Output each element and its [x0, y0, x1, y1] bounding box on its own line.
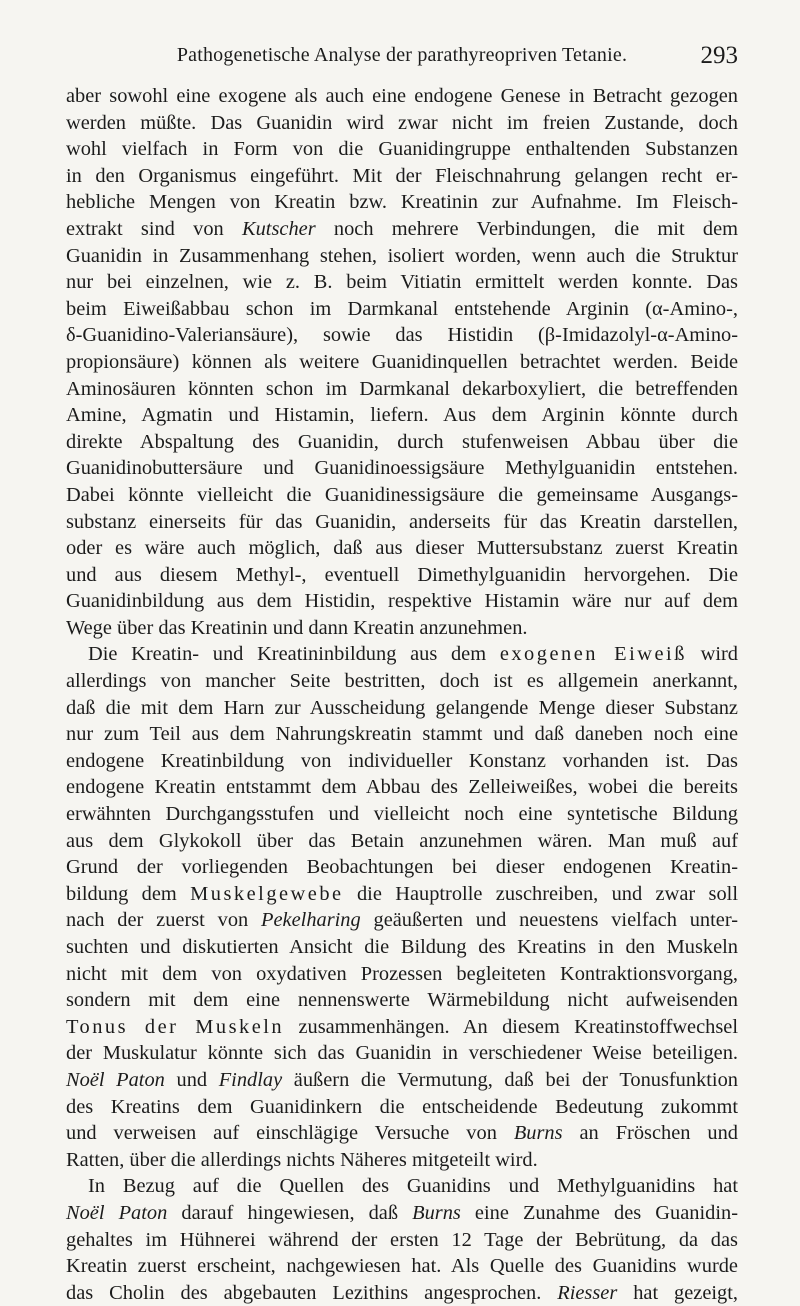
text-line [66, 1253, 738, 1280]
text-segment: Guanidinobuttersäure und Guanidinoessigsäure Methylguanidin entstehen. [66, 457, 738, 480]
text-segment: endogene Kreatinbildung von individueller Konstanz vorhanden ist. Das [66, 749, 738, 772]
text-segment: gehaltes im Hühnerei während der ersten 12 Tage der Bebrütung, da das [66, 1228, 738, 1251]
text-line [66, 455, 738, 482]
text-line [66, 695, 738, 722]
text-segment: endogene Kreatin entstammt dem Abbau des Zelleiweißes, wobei die bereits [66, 776, 738, 799]
text-segment: äußern die Vermutung, daß bei der Tonusfunktion [282, 1068, 738, 1091]
text-segment: propionsäure) können als weitere Guanidinquellen betrachtet werden. Beide [66, 350, 738, 373]
text-segment: substanz einerseits für das Guanidin, anderseits für das Kreatin darstellen, [66, 510, 738, 533]
text-line [66, 1227, 738, 1254]
text-segment: δ-Guanidino-Valeriansäure), sowie das Histidin (β-Imidazolyl-α-Amino- [66, 324, 738, 347]
running-head: Pathogenetische Analyse der parathyreopriven Tetanie. [176, 44, 628, 66]
text-segment: noch mehrere Verbindungen, die mit dem [315, 217, 738, 240]
text-segment: Wege über das Kreatinin und dann Kreatin anzunehmen. [66, 616, 528, 639]
text-segment: nach der zuerst von [66, 909, 262, 932]
text-segment: nicht mit dem von oxydativen Prozessen begleiteten Kontraktionsvorgang, [66, 962, 738, 985]
text-segment: zusammenhängen. An diesem Kreatinstoffwechsel [284, 1015, 738, 1038]
text-segment: Die Kreatin- und Kreatininbildung aus dem [88, 643, 500, 666]
text-line [66, 801, 738, 828]
text-segment: und [164, 1068, 219, 1091]
text-segment: Guanidin in Zusammenhang stehen, isoliert worden, wenn auch die Struktur [66, 244, 738, 267]
page-header [66, 44, 738, 74]
text-line [66, 641, 738, 668]
text-line [66, 535, 738, 562]
text-line [66, 349, 738, 376]
text-line [66, 429, 738, 456]
text-line [66, 376, 738, 403]
text-line [66, 269, 738, 296]
italic-name: Burns [412, 1201, 461, 1224]
text-segment: bildung dem [66, 882, 191, 905]
text-segment: aus dem Glykokoll über das Betain anzunehmen wären. Man muß auf [66, 829, 738, 852]
text-segment: suchten und diskutierten Ansicht die Bildung des Kreatins in den Muskeln [66, 936, 738, 958]
text-line [66, 588, 738, 615]
spaced-emphasis: exogenen Eiweiß [499, 643, 687, 666]
text-segment: der Muskulatur könnte sich das Guanidin in verschiedener Weise beteiligen. [66, 1042, 738, 1065]
text-segment: daß die mit dem Harn zur Ausscheidung gelangende Menge dieser Substanz [66, 696, 738, 719]
text-line [66, 1014, 738, 1041]
text-line [66, 322, 738, 349]
text-line [66, 163, 738, 190]
text-segment: direkte Abspaltung des Guanidin, durch stufenweisen Abbau über die [66, 430, 738, 453]
text-segment: in den Organismus eingeführt. Mit der Fleischnahrung gelangen recht er- [66, 164, 738, 187]
text-segment: Ratten, über die allerdings nichts Näheres mitgeteilt wird. [66, 1148, 538, 1171]
text-line [66, 1147, 738, 1174]
body-text [66, 83, 738, 1306]
spaced-emphasis: Tonus der Muskeln [66, 1015, 285, 1038]
text-line [66, 1280, 738, 1306]
text-line [66, 934, 738, 961]
text-segment: darauf hingewiesen, daß [167, 1201, 413, 1224]
italic-name: Kutscher [242, 217, 316, 240]
text-segment: eine Zunahme des Guanidin- [460, 1201, 738, 1224]
text-line [66, 828, 738, 855]
text-line [66, 961, 738, 988]
text-line [66, 509, 738, 536]
text-segment: Guanidinbildung aus dem Histidin, respektive Histamin wäre nur auf dem [66, 590, 738, 613]
text-segment: nur zum Teil aus dem Nahrungskreatin stammt und daß daneben noch eine [66, 723, 738, 746]
text-line [66, 774, 738, 801]
text-segment: erwähnten Durchgangsstufen und vielleicht noch eine syntetische Bildung [66, 803, 738, 826]
text-line [66, 189, 738, 216]
text-line [66, 110, 738, 137]
text-segment: und verweisen auf einschlägige Versuche von [66, 1122, 514, 1145]
text-line [66, 136, 738, 163]
text-line [66, 854, 738, 881]
page-number: 293 [700, 42, 738, 69]
text-segment: Dabei könnte vielleicht die Guanidinessigsäure die gemeinsame Ausgangs- [66, 483, 738, 506]
text-segment: Amine, Agmatin und Histamin, liefern. Aus dem Arginin könnte durch [66, 404, 738, 427]
text-segment: an Fröschen und [562, 1122, 738, 1145]
text-line [66, 615, 738, 642]
text-segment: hebliche Mengen von Kreatin bzw. Kreatinin zur Aufnahme. Im Fleisch- [66, 191, 738, 214]
italic-name: Burns [513, 1122, 563, 1145]
text-line [66, 216, 738, 243]
text-segment: sondern mit dem eine nennenswerte Wärmebildung nicht aufweisenden [66, 989, 738, 1012]
italic-name: Findlay [218, 1068, 283, 1091]
text-line [66, 1067, 738, 1094]
text-line [66, 1120, 738, 1147]
italic-name: Pekelharing [261, 909, 361, 932]
text-segment: hat gezeigt, [617, 1281, 738, 1304]
text-segment: oder es wäre auch möglich, daß aus dieser Muttersubstanz zuerst Kreatin [66, 537, 738, 560]
italic-name: Noël Paton [66, 1201, 168, 1224]
text-line [66, 1200, 738, 1227]
text-segment: geäußerten und neuestens vielfach unter- [360, 909, 738, 932]
text-segment: aber sowohl eine exogene als auch eine endogene Genese in Betracht gezogen [66, 85, 738, 107]
text-segment: wohl vielfach in Form von die Guanidingruppe enthaltenden Substanzen [66, 138, 738, 161]
text-segment: wird [686, 643, 738, 666]
text-line [66, 907, 738, 934]
text-line [66, 243, 738, 270]
text-line [66, 83, 738, 110]
text-line [66, 296, 738, 323]
text-segment: und aus diesem Methyl-, eventuell Dimethylguanidin hervorgehen. Die [66, 563, 738, 586]
text-segment: allerdings von mancher Seite bestritten, doch ist es allgemein anerkannt, [66, 670, 738, 693]
text-line [66, 881, 738, 908]
text-line [66, 721, 738, 748]
text-segment: extrakt sind von [66, 217, 242, 240]
text-segment: die Hauptrolle zuschreiben, und zwar soll [343, 882, 738, 905]
text-segment: Grund der vorliegenden Beobachtungen bei dieser endogenen Kreatin- [66, 856, 738, 879]
text-line [66, 748, 738, 775]
text-line [66, 668, 738, 695]
italic-name: Noël Paton [66, 1068, 165, 1091]
text-line [66, 562, 738, 589]
text-segment: werden müßte. Das Guanidin wird zwar nicht im freien Zustande, doch [66, 111, 738, 134]
text-line [66, 1040, 738, 1067]
text-segment: nur bei einzelnen, wie z. B. beim Vitiatin ermittelt werden konnte. Das [66, 271, 738, 294]
text-line [66, 402, 738, 429]
text-segment: Kreatin zuerst erscheint, nachgewiesen hat. Als Quelle des Guanidins wurde [66, 1255, 738, 1278]
text-segment: das Cholin des abgebauten Lezithins angesprochen. [66, 1281, 558, 1304]
text-line [66, 1173, 738, 1200]
text-segment: beim Eiweißabbau schon im Darmkanal entstehende Arginin (α-Amino-, [66, 297, 738, 320]
spaced-emphasis: Muskelgewebe [190, 882, 344, 905]
text-line [66, 482, 738, 509]
text-segment: des Kreatins dem Guanidinkern die entscheidende Bedeutung zukommt [66, 1095, 738, 1118]
text-line [66, 987, 738, 1014]
text-segment: In Bezug auf die Quellen des Guanidins und Methylguanidins hat [88, 1175, 738, 1198]
text-line [66, 1094, 738, 1121]
text-segment: Aminosäuren könnten schon im Darmkanal dekarboxyliert, die betreffenden [66, 377, 738, 400]
italic-name: Riesser [557, 1281, 618, 1304]
